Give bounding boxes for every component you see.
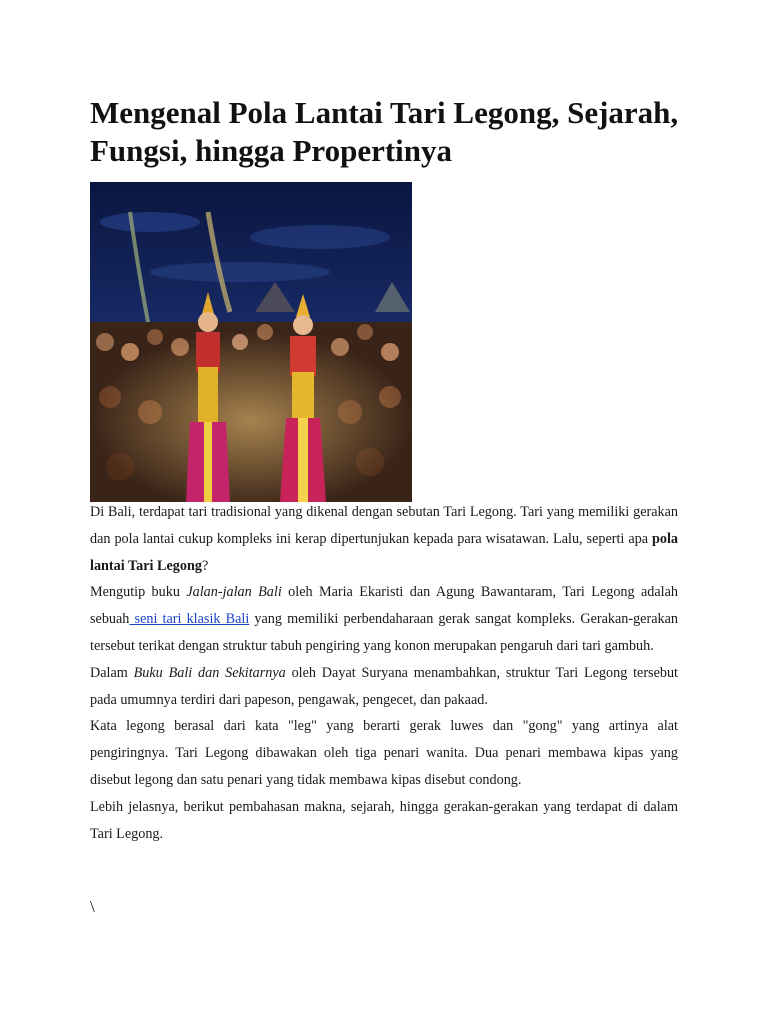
- paragraph-text: Kata legong berasal dari kata "leg" yang berarti gerak luwes dan "gong" yang artinya alat pengiringnya. Tari Legong dibawakan oleh tiga penari wanita. Dua penari membawa kipas yang disebut legong dan satu penari yang tidak membawa kipas disebut condong.: [90, 718, 678, 788]
- book-title: Jalan-jalan Bali: [186, 584, 282, 601]
- trailing-backslash: \: [90, 897, 95, 916]
- paragraph-text: Di Bali, terdapat tari tradisional yang dikenal dengan sebutan Tari Legong. Tari yang memiliki gerakan dan pola lantai cukup kompleks ini kerap dipertunjukan kepada para wisatawan. Lalu, seperti apa: [90, 504, 678, 547]
- paragraph-intro: [90, 499, 678, 579]
- dancers-illustration: [90, 182, 412, 502]
- bold-keyword: pola lantai Tari Legong: [90, 530, 678, 574]
- article-title: Mengenal Pola Lantai Tari Legong, Sejarah, Fungsi, hingga Propertinya: [90, 95, 679, 168]
- article-body: [90, 499, 678, 847]
- paragraph-structure: [90, 660, 678, 714]
- paragraph-text: Mengutip buku: [90, 584, 187, 601]
- paragraph-origin: [90, 579, 678, 659]
- paragraph-text: ?: [201, 557, 209, 574]
- paragraph-text: oleh Maria Ekaristi dan Agung Bawantaram, Tari Legong adalah sebuah: [90, 584, 679, 628]
- paragraph-text: Lebih jelasnya, berikut pembahasan makna, sejarah, hingga gerakan-gerakan yang terdapat di dalam Tari Legong.: [90, 798, 678, 842]
- seni-tari-klasik-bali-link[interactable]: seni tari klasik Bali: [129, 611, 250, 628]
- article-photo: [90, 182, 412, 502]
- paragraph-text: Dalam: [90, 664, 134, 681]
- paragraph-etymology: [90, 713, 678, 793]
- book-title: Buku Bali dan Sekitarnya: [133, 664, 286, 681]
- paragraph-outro: [90, 794, 678, 848]
- paragraph-text: yang memiliki perbendaharaan gerak sangat kompleks. Gerakan-gerakan tersebut terikat dengan struktur tabuh pengiring yang konon merupakan pengaruh dari tari gambuh.: [90, 611, 678, 654]
- paragraph-text: oleh Dayat Suryana menambahkan, struktur Tari Legong tersebut pada umumnya terdiri dari papeson, pengawak, pengecet, dan pakaad.: [90, 664, 678, 708]
